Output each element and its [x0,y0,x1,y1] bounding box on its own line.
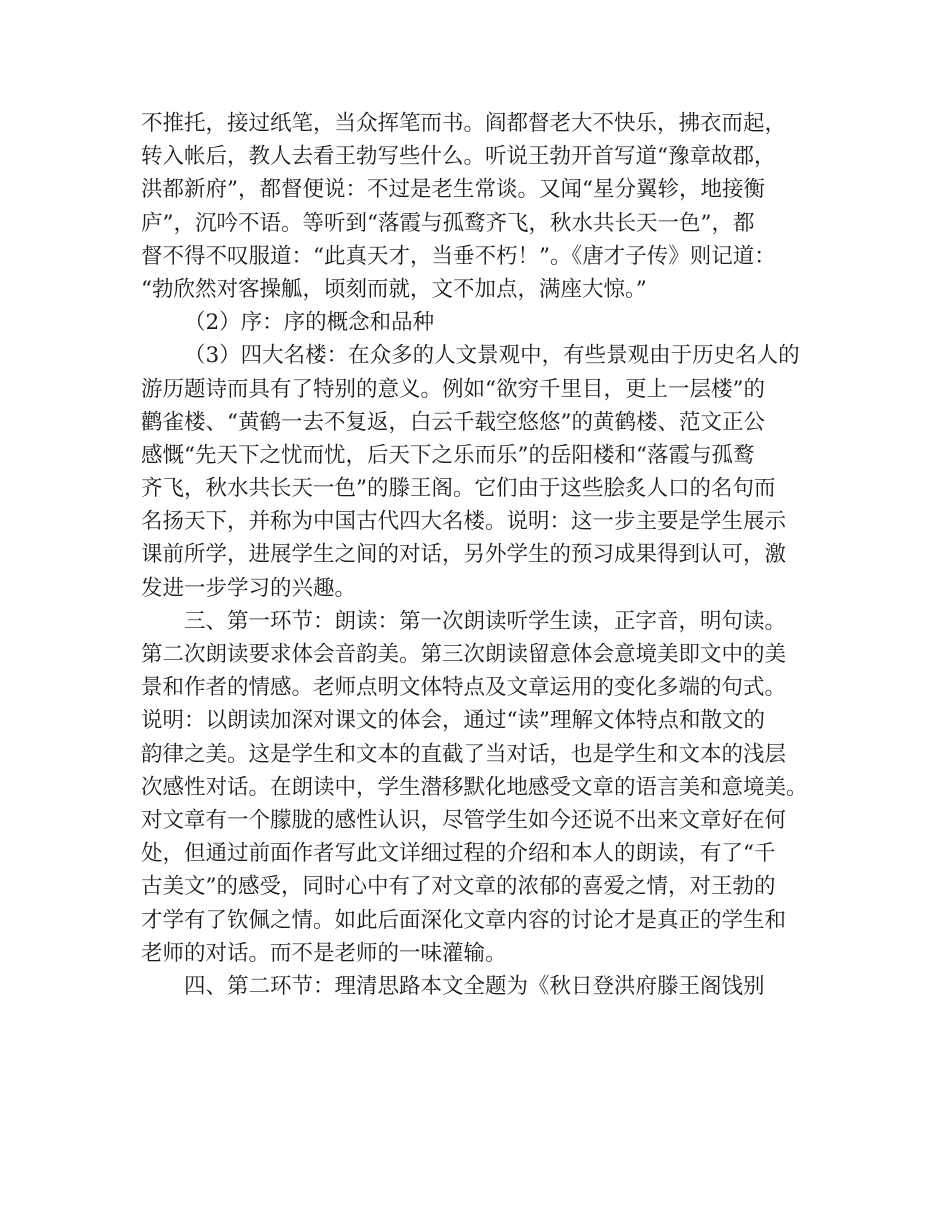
text-line: 课前所学，进展学生之间的对话，另外学生的预习成果得到认可，激 [141,542,787,568]
text-line: 游历题诗而具有了特别的意义。例如“欲穷千里目，更上一层楼”的 [141,376,765,402]
text-line: 韵律之美。这是学生和文本的直截了当对话，也是学生和文本的浅层 [141,741,787,767]
text-line: 名扬天下，并称为中国古代四大名楼。说明：这一步主要是学生展示 [141,509,787,535]
text-line: 才学有了钦佩之情。如此后面深化文章内容的讨论才是真正的学生和 [141,907,787,933]
text-line: 老师的对话。而不是老师的一味灌输。 [141,940,507,966]
text-line: （2）序：序的概念和品种 [184,310,435,336]
text-line: 说明：以朗读加深对课文的体会，通过“读”理解文体特点和散文的 [141,708,765,734]
text-line: 洪都新府”，都督便说：不过是老生常谈。又闻“星分翼轸，地接衡 [141,177,765,203]
text-line: 鹳雀楼、“黄鹤一去不复返，白云千载空悠悠”的黄鹤楼、范文正公 [141,409,765,435]
text-line: 感慨“先天下之忧而忧，后天下之乐而乐”的岳阳楼和“落霞与孤鹜 [141,442,755,468]
text-line: 古美文”的感受，同时心中有了对文章的浓郁的喜爱之情，对王勃的 [141,874,776,900]
text-line: 庐”，沉吟不语。等听到“落霞与孤鹜齐飞，秋水共长天一色”，都 [141,210,755,236]
text-line: 三、第一环节：朗读：第一次朗读听学生读，正字音，明句读。 [184,608,787,634]
text-line: 齐飞，秋水共长天一色”的滕王阁。它们由于这些脍炙人口的名句而 [141,476,776,502]
text-line: 第二次朗读要求体会音韵美。第三次朗读留意体会意境美即文中的美 [141,642,787,667]
text-line: 景和作者的情感。老师点明文体特点及文章运用的变化多端的句式。 [141,675,787,701]
text-line: 转入帐后，教人去看王勃写些什么。听说王勃开首写道“豫章故郡， [141,144,776,170]
text-line: 四、第二环节：理清思路本文全题为《秋日登洪府滕王阁饯别 [184,973,765,999]
text-line: 不推托，接过纸笔，当众挥笔而书。阎都督老大不快乐，拂衣而起， [141,111,787,136]
text-line: 发进一步学习的兴趣。 [141,575,357,601]
text-line: 对文章有一个朦胧的感性认识，尽管学生如今还说不出来文章好在何 [141,807,787,833]
text-line: （3）四大名楼：在众多的人文景观中，有些景观由于历史名人的 [184,343,800,369]
text-line: 督不得不叹服道：“此真天才，当垂不朽！”。《唐才子传》则记道： [141,243,776,269]
text-line: 次感性对话。在朗读中，学生潜移默化地感受文章的语言美和意境美。 [141,774,808,800]
text-line: “勃欣然对客操觚，顷刻而就，文不加点，满座大惊。” [141,276,647,302]
body-text [141,107,831,1003]
text-line: 处，但通过前面作者写此文详细过程的介绍和本人的朗读，有了“千 [141,841,776,867]
